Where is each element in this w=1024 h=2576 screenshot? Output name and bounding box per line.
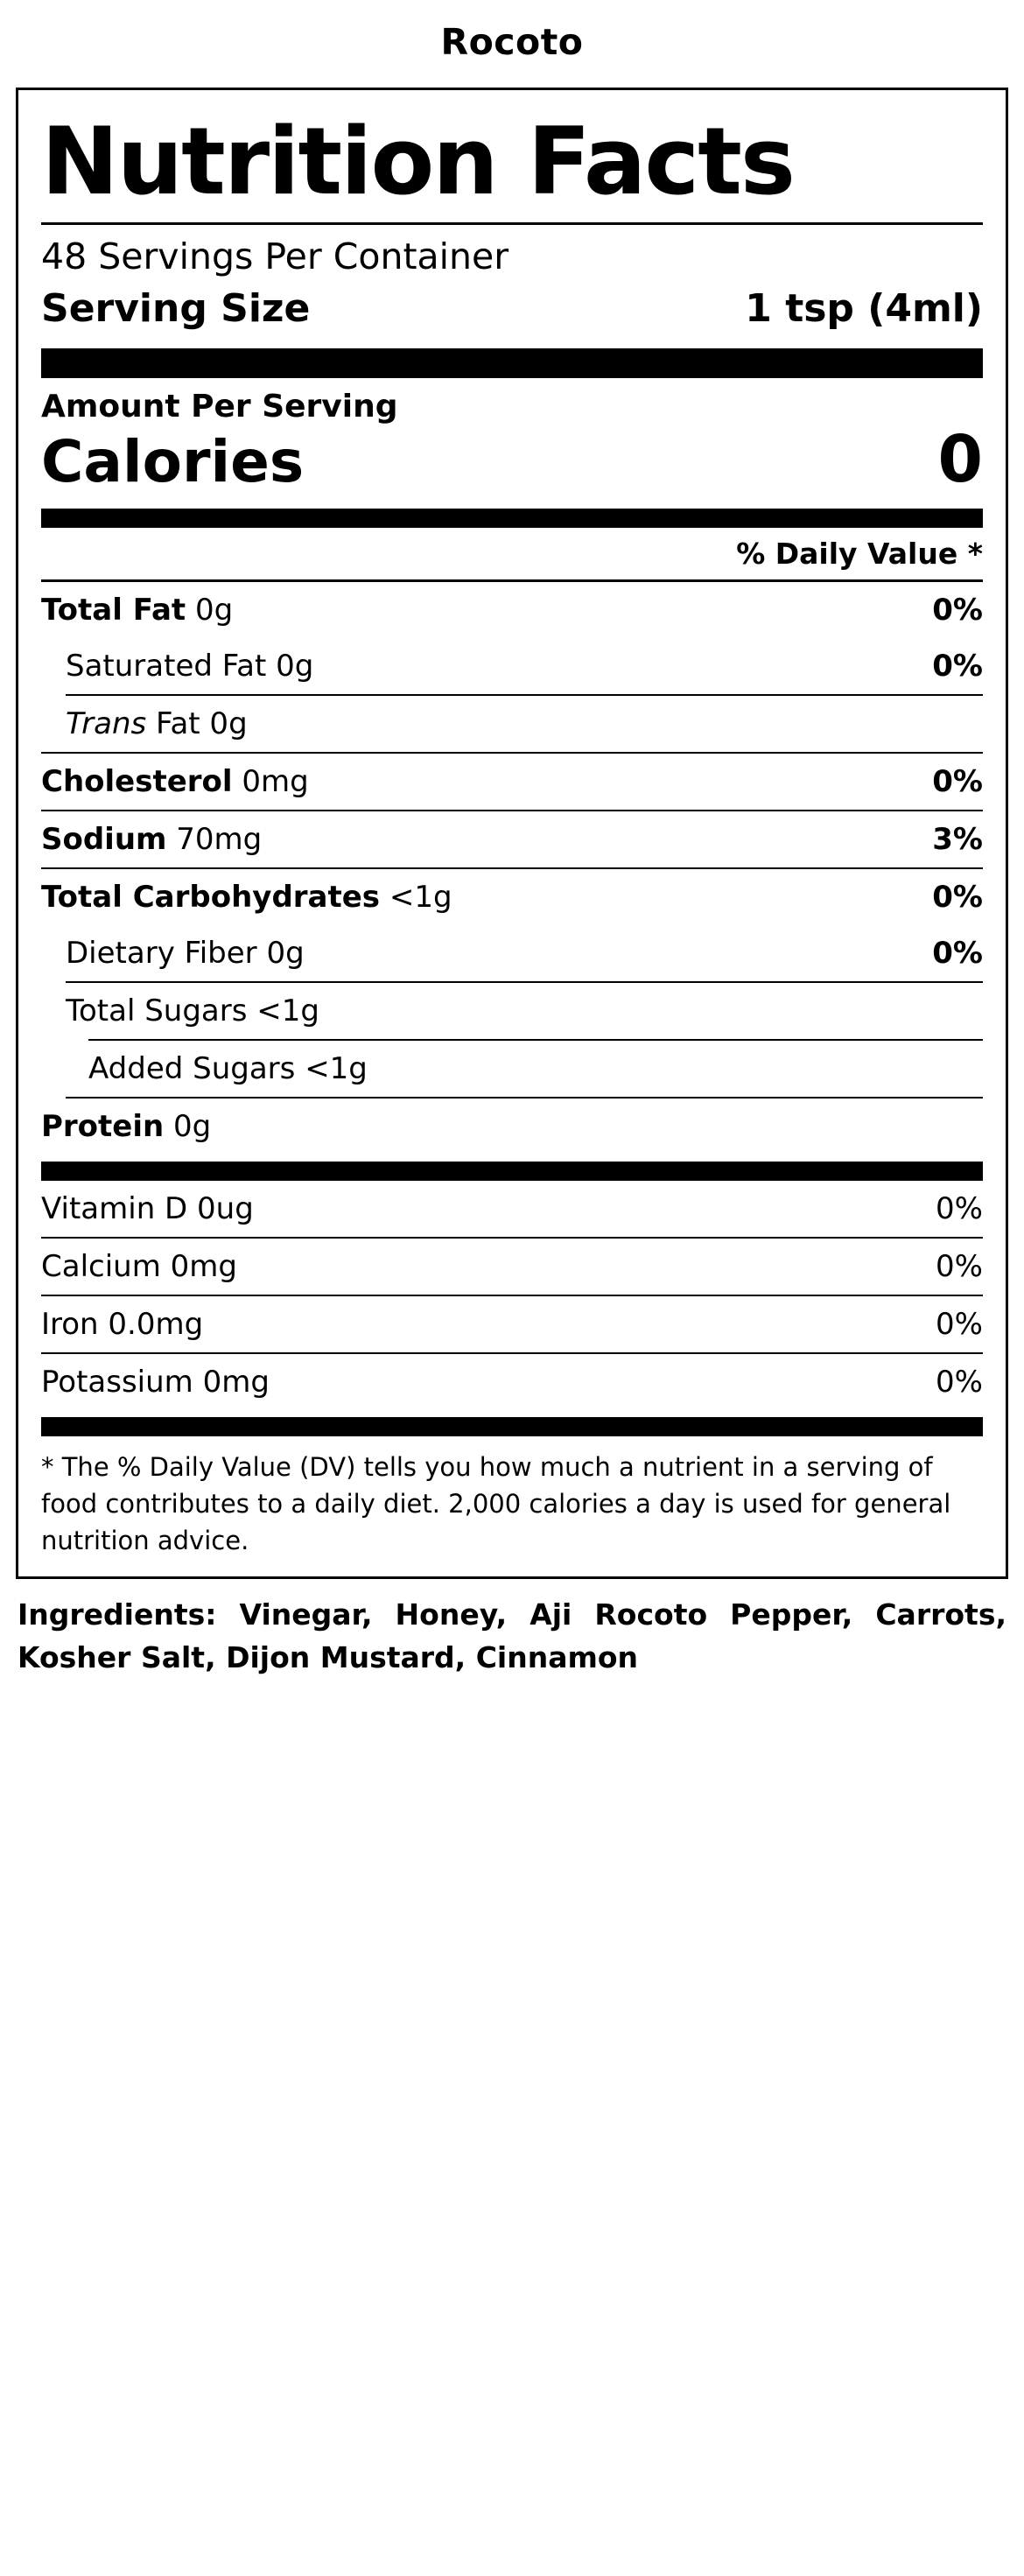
nutrient-name: Dietary Fiber 0g [66,935,305,971]
vitamin-dv: 0% [936,1248,983,1284]
serving-size-value: 1 tsp (4ml) [745,286,983,332]
vitamin-dv: 0% [936,1306,983,1342]
table-row [41,1098,983,1155]
divider-thick-top [41,348,983,378]
vitamin-dv: 0% [936,1190,983,1226]
divider-thick-under-calories [41,509,983,528]
divider-thick-under-protein [41,1162,983,1181]
nutrient-name: Saturated Fat 0g [66,648,314,684]
vitamin-name: Calcium 0mg [41,1248,237,1284]
serving-size-row [41,281,983,343]
nutrient-name: Total Fat 0g [41,592,234,628]
nutrient-name: Sodium 70mg [41,821,263,857]
nutrient-dv: 0% [932,763,983,799]
nutrient-dv: 3% [932,821,983,857]
nutrient-dv: 0% [932,879,983,915]
serving-size-label: Serving Size [41,286,311,332]
table-row [41,1352,983,1410]
nutrient-name: Total Carbohydrates <1g [41,879,452,915]
calories-value: 0 [937,422,983,498]
daily-value-footnote: * The % Daily Value (DV) tells you how much a nutrient in a serving of food contributes to a daily diet. 2,000 calories a day is used for general nutrition advice. [41,1451,951,1555]
table-row [41,579,983,638]
nutrient-name: Cholesterol 0mg [41,763,309,799]
nutrient-name: Added Sugars <1g [88,1050,368,1086]
nutrient-name: Total Sugars <1g [66,993,319,1028]
table-row [41,1295,983,1352]
vitamin-name: Potassium 0mg [41,1364,270,1400]
table-row [41,1041,983,1097]
calories-label: Calories [41,428,305,496]
table-row [41,696,983,752]
nutrient-dv: 0% [932,648,983,684]
nutrient-name: Protein 0g [41,1108,212,1144]
table-row [41,638,983,694]
page-title: Rocoto [440,21,584,63]
amount-per-serving-label: Amount Per Serving [41,389,398,425]
table-row [41,983,983,1039]
table-row [41,810,983,867]
table-row [41,867,983,925]
vitamin-dv: 0% [936,1364,983,1400]
ingredients-block [16,1579,1008,1680]
nutrient-dv: 0% [932,592,983,628]
nutrient-dv: 0% [932,935,983,971]
table-row [41,925,983,981]
table-row [41,1181,983,1237]
nutrition-facts-heading: Nutrition Facts [41,108,794,215]
ingredients-label: Ingredients: [18,1597,217,1632]
servings-per-container: 48 Servings Per Container [41,235,509,278]
calories-row [41,422,983,501]
vitamin-name: Iron 0.0mg [41,1306,204,1342]
table-row [41,752,983,810]
vitamin-name: Vitamin D 0ug [41,1190,254,1226]
nutrient-name: Trans Fat 0g [66,705,248,741]
ingredients-text: Vinegar, Honey, Aji Rocoto Pepper, Carrots, Kosher Salt, Dijon Mustard, Cinnamon [18,1597,1006,1675]
daily-value-header: % Daily Value * [736,536,983,571]
nutrition-facts-panel [16,88,1008,1579]
table-row [41,1237,983,1295]
divider-thick-above-footnote [41,1417,983,1436]
